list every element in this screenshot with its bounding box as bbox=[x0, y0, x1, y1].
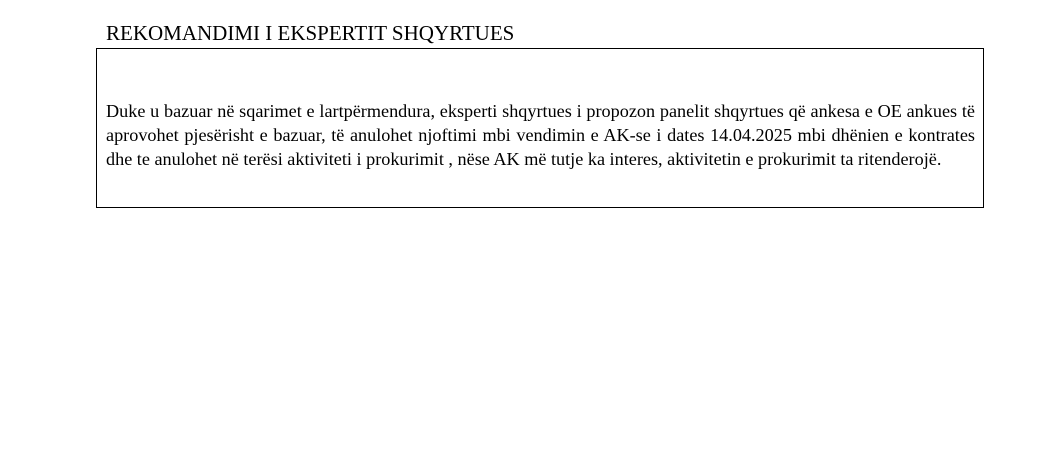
recommendation-paragraph: Duke u bazuar në sqarimet e lartpërmendura, eksperti shqyrtues i propozon panelit shqyrtues që ankesa e OE ankues të aprovohet pjesërisht e bazuar, të anulohet njoftimi mbi vendimin e AK-se i dates 14.04.2025 mbi dhënien e kontrates dhe te anulohet në terësi aktiviteti i prokurimit , nëse AK më tutje ka interes, aktivitetin e prokurimit ta ritenderojë. bbox=[106, 101, 975, 169]
recommendation-box bbox=[96, 48, 984, 208]
section-heading: REKOMANDIMI I EKSPERTIT SHQYRTUES bbox=[106, 21, 515, 45]
